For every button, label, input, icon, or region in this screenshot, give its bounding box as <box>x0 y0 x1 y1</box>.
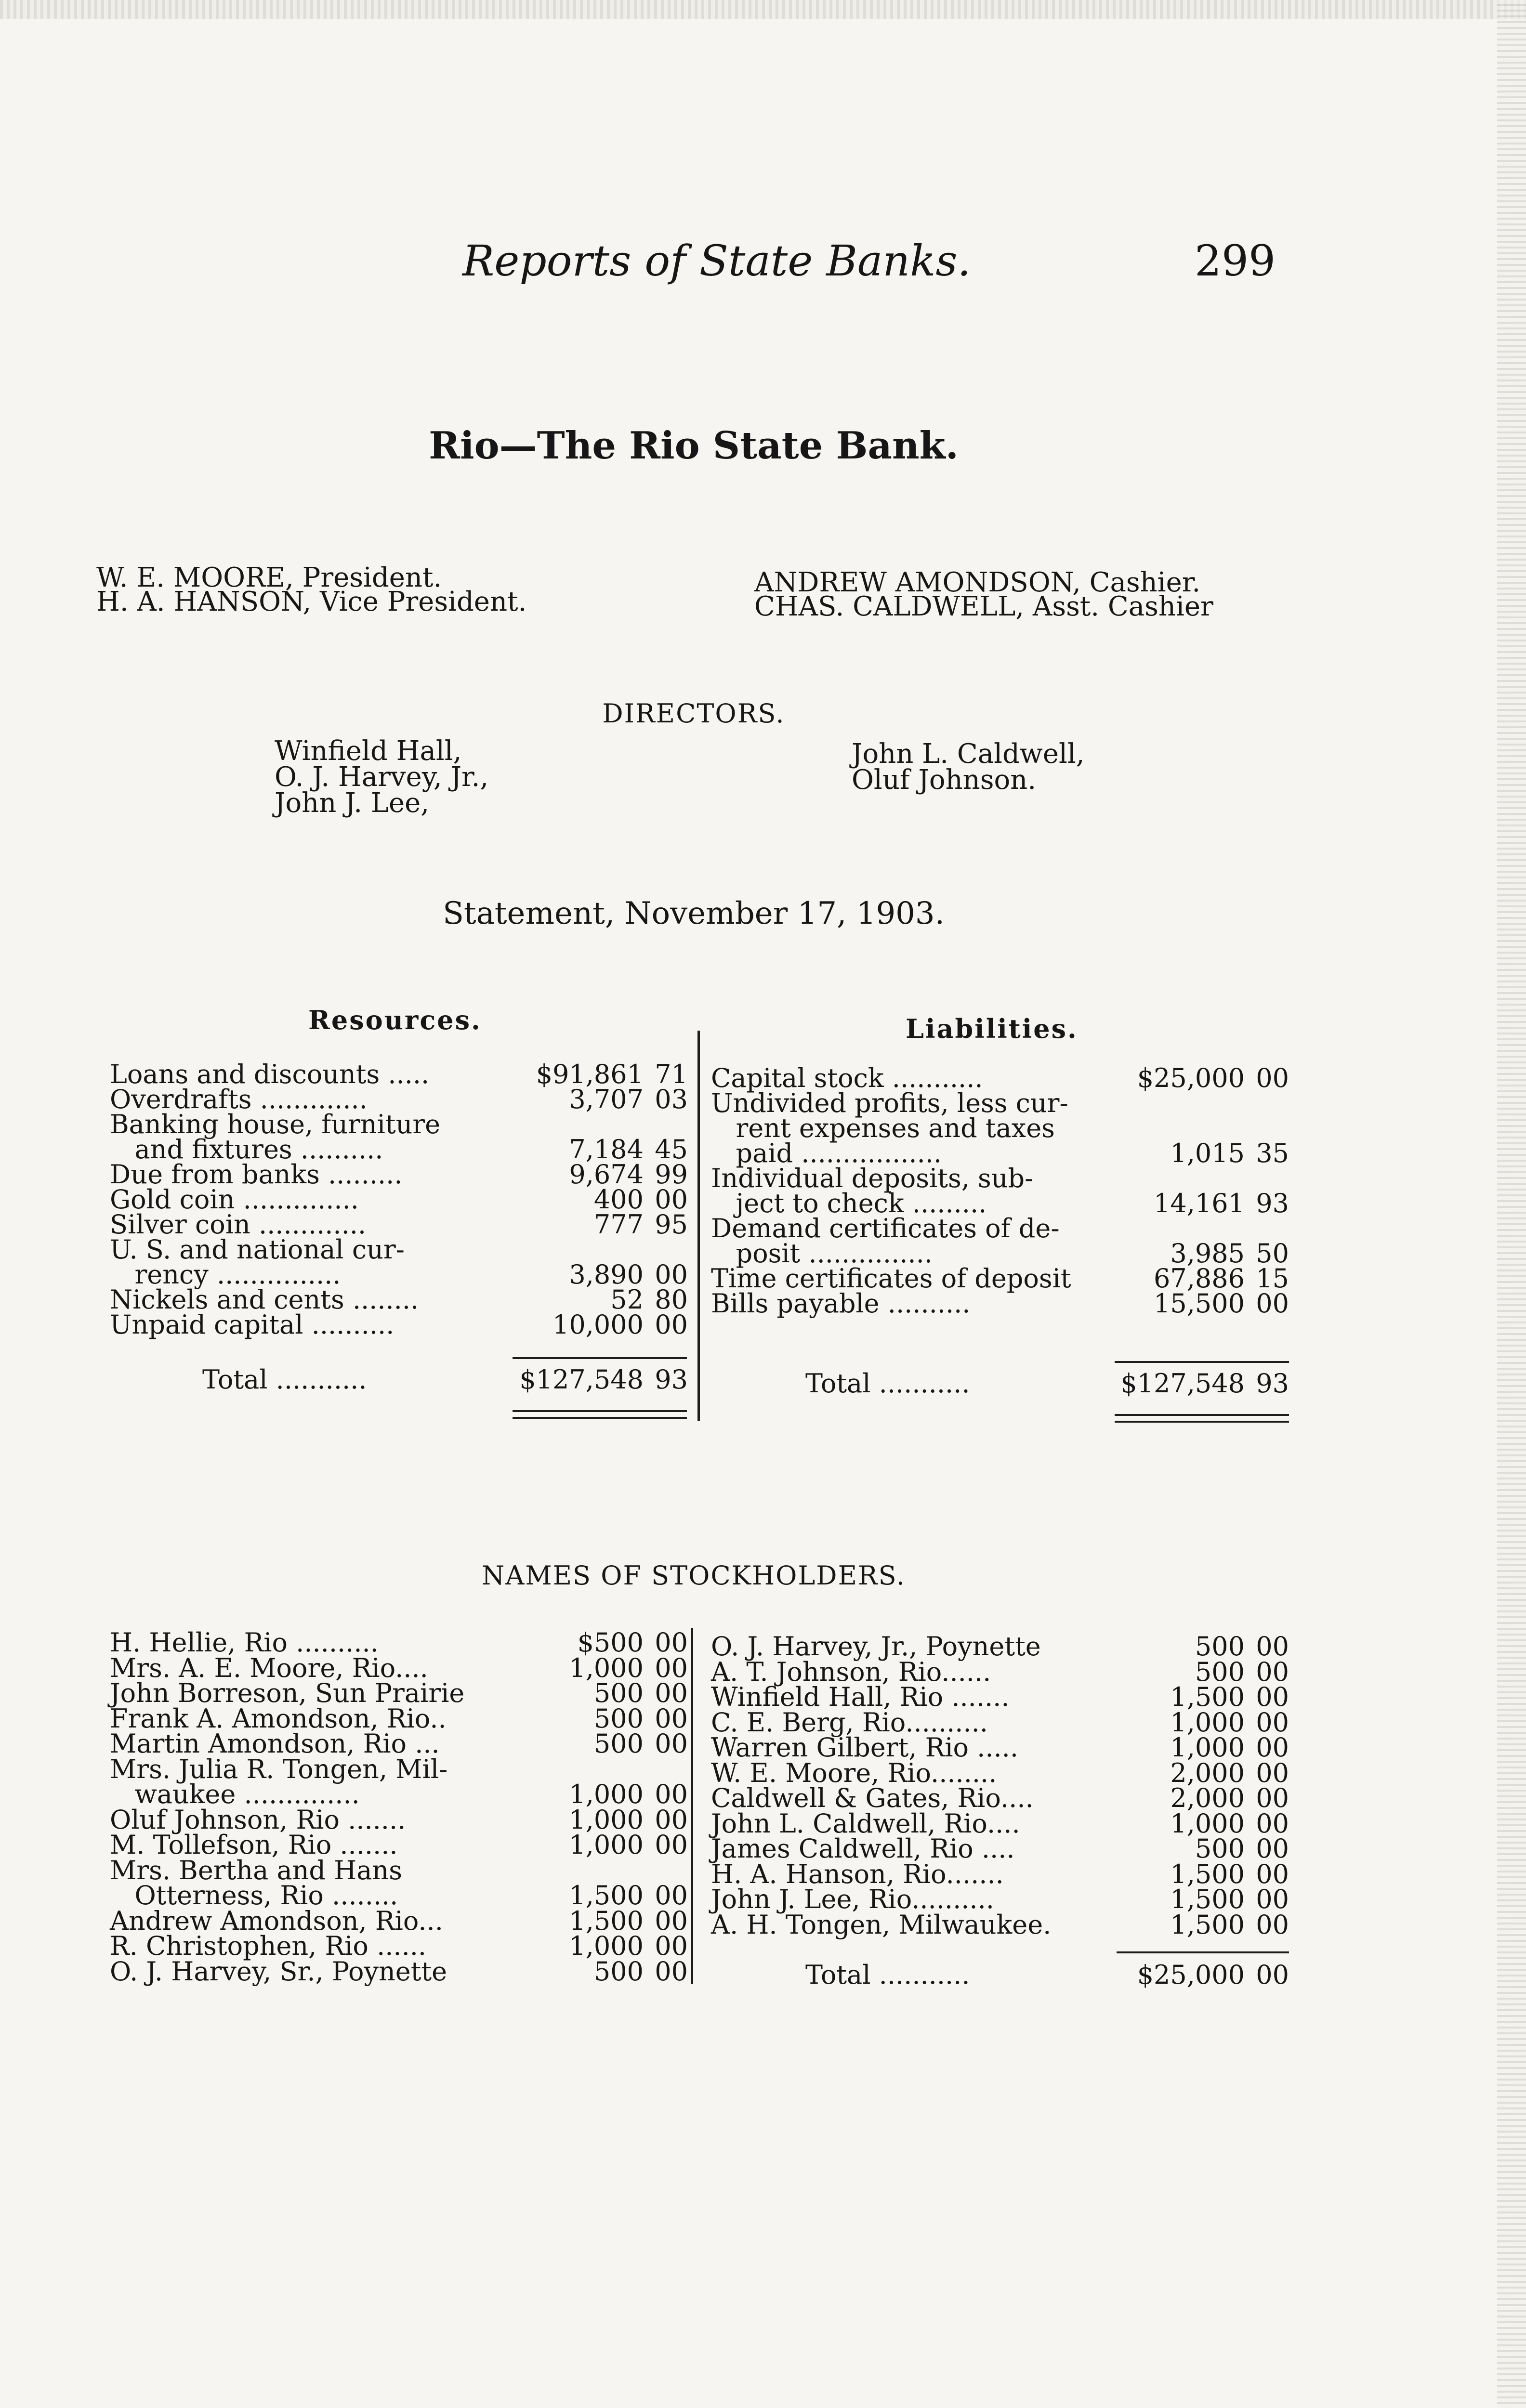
resource-row-label: Unpaid capital .......... <box>110 1309 395 1340</box>
stockholder-row-cents: 00 <box>1256 1833 1289 1864</box>
stockholder-row <box>711 1886 1289 1912</box>
stockholder-row-label: Mrs. A. E. Moore, Rio.... <box>110 1652 428 1683</box>
resource-row <box>110 1086 688 1112</box>
stockholder-row-amount: 1,500 <box>1170 1858 1245 1889</box>
stockholder-row <box>110 1781 688 1807</box>
liability-row-label: Undivided profits, less cur- <box>711 1088 1068 1118</box>
liability-row-label: Time certificates of deposit <box>711 1263 1071 1294</box>
resource-row-label: Gold coin .............. <box>110 1184 359 1215</box>
liability-row <box>711 1188 1289 1218</box>
stockholder-row-label: Warren Gilbert, Rio ..... <box>711 1732 1019 1763</box>
stockholder-row-label: O. J. Harvey, Jr., Poynette <box>711 1631 1041 1662</box>
directors-heading: DIRECTORS. <box>602 698 785 729</box>
liabilities-total-double-rule-1 <box>1115 1414 1289 1416</box>
liability-row-label: rent expenses and taxes <box>711 1113 1055 1143</box>
resource-row-label: rency ............... <box>110 1259 341 1290</box>
director-right-1: John L. Caldwell, <box>852 738 1085 770</box>
resource-row <box>110 1234 688 1265</box>
statement-divider <box>697 1031 700 1421</box>
stockholder-row-amount: 2,000 <box>1170 1757 1245 1788</box>
stockholder-row-cents: 00 <box>1256 1707 1289 1738</box>
statement-title: Statement, November 17, 1903. <box>443 896 945 931</box>
resource-row-label: Silver coin ............. <box>110 1209 367 1240</box>
resource-row <box>110 1134 688 1165</box>
resource-row-cents: 00 <box>655 1184 688 1215</box>
stockholder-row-cents: 00 <box>655 1830 688 1860</box>
stockholder-row-cents: 00 <box>1256 1732 1289 1763</box>
stockholder-row-cents: 00 <box>1256 1783 1289 1813</box>
resources-total-row-amount: $127,548 <box>519 1364 644 1395</box>
liability-row-amount: $25,000 <box>1137 1063 1245 1093</box>
stockholder-row-amount: 1,000 <box>1170 1808 1245 1839</box>
stockholder-row-label: John Borreson, Sun Prairie <box>110 1678 465 1708</box>
stockholder-row-cents: 00 <box>655 1703 688 1734</box>
resource-row-cents: 00 <box>655 1309 688 1340</box>
stockholder-row-label: Otterness, Rio ........ <box>110 1880 398 1911</box>
stockholder-row <box>110 1680 688 1706</box>
stockholder-row <box>110 1832 688 1858</box>
stockholder-row-cents: 00 <box>1256 1909 1289 1940</box>
liability-row-cents: 35 <box>1256 1138 1289 1168</box>
director-right-2: Oluf Johnson. <box>852 764 1037 796</box>
resource-row-amount: 7,184 <box>569 1134 644 1165</box>
resource-row-label: Overdrafts ............. <box>110 1084 368 1114</box>
stockholder-row-cents: 00 <box>655 1804 688 1835</box>
liability-row-label: Bills payable .......... <box>711 1288 971 1319</box>
stockholder-row <box>711 1833 1289 1864</box>
stockholder-row-label: Andrew Amondson, Rio... <box>110 1905 443 1936</box>
stockholder-row-cents: 00 <box>655 1905 688 1936</box>
liability-row <box>711 1115 1289 1141</box>
resource-row-amount: 10,000 <box>553 1309 644 1340</box>
stockholder-row-amount: 1,000 <box>569 1931 644 1961</box>
liability-row-cents: 50 <box>1256 1238 1289 1269</box>
resources-total-double-rule-2 <box>513 1417 687 1419</box>
stockholder-row-cents: 00 <box>655 1779 688 1809</box>
stockholder-row-amount: 500 <box>593 1956 644 1987</box>
resource-row-amount: 777 <box>593 1209 644 1240</box>
liability-row-cents: 93 <box>1256 1188 1289 1218</box>
liability-row-label: Capital stock ........... <box>711 1063 983 1093</box>
liabilities-total-row <box>711 1368 1289 1399</box>
stockholder-row-cents: 00 <box>1256 1656 1289 1687</box>
resource-row-label: Nickels and cents ........ <box>110 1284 419 1315</box>
stockholder-row-label: John L. Caldwell, Rio.... <box>711 1808 1020 1839</box>
stockholder-row <box>110 1880 688 1911</box>
resource-row-label: Due from banks ......... <box>110 1159 403 1190</box>
stockholder-row <box>110 1933 688 1959</box>
stockholder-row-label: M. Tollefson, Rio ....... <box>110 1830 398 1860</box>
stockholder-row-amount: 1,000 <box>569 1652 644 1683</box>
resource-row-label: Loans and discounts ..... <box>110 1059 430 1089</box>
resource-row-cents: 00 <box>655 1259 688 1290</box>
stockholder-row-label: Frank A. Amondson, Rio.. <box>110 1703 447 1734</box>
stockholder-row-cents: 00 <box>1256 1884 1289 1914</box>
resource-row-amount: 400 <box>593 1184 644 1215</box>
stockholder-row-label: C. E. Berg, Rio.......... <box>711 1707 988 1738</box>
stockholder-row-cents: 00 <box>1256 1631 1289 1662</box>
resource-row-amount: $91,861 <box>536 1059 644 1089</box>
stockholder-row <box>711 1707 1289 1738</box>
resource-row-amount: 52 <box>610 1284 644 1315</box>
resource-row-amount: 3,707 <box>569 1084 644 1114</box>
stockholder-row-amount: 500 <box>593 1678 644 1708</box>
scan-edge-right <box>1497 0 1526 2408</box>
stockholder-row-label: R. Christophen, Rio ...... <box>110 1931 427 1961</box>
stockholder-row-label: Martin Amondson, Rio ... <box>110 1728 440 1759</box>
stockholders-total-row <box>711 1962 1289 1988</box>
resource-row <box>110 1061 688 1087</box>
scan-edge-top <box>0 0 1526 19</box>
running-title: Reports of State Banks. <box>462 236 971 286</box>
stockholder-row-cents: 00 <box>655 1728 688 1759</box>
stockholder-row <box>711 1757 1289 1788</box>
stockholder-row-amount: 1,500 <box>1170 1909 1245 1940</box>
stockholder-row <box>711 1656 1289 1687</box>
stockholder-row <box>110 1728 688 1759</box>
stockholder-row <box>110 1855 688 1885</box>
liability-row-amount: 3,985 <box>1170 1238 1245 1269</box>
resources-total-row-cents: 93 <box>655 1364 688 1395</box>
stockholder-row-amount: 1,500 <box>569 1880 644 1911</box>
stockholders-heading: NAMES OF STOCKHOLDERS. <box>482 1560 906 1591</box>
resource-row <box>110 1209 688 1240</box>
stockholder-row-cents: 00 <box>655 1931 688 1961</box>
stockholder-row <box>110 1703 688 1734</box>
stockholder-row <box>110 1756 688 1782</box>
liabilities-total-row-cents: 93 <box>1256 1368 1289 1399</box>
stockholder-row-label: H. Hellie, Rio .......... <box>110 1627 379 1658</box>
director-left-3: John J. Lee, <box>275 787 430 819</box>
stockholder-row-amount: 500 <box>1195 1833 1245 1864</box>
resource-row <box>110 1184 688 1215</box>
resource-row-label: Banking house, furniture <box>110 1109 441 1139</box>
liability-row-cents: 00 <box>1256 1288 1289 1319</box>
stockholder-row-label: H. A. Hanson, Rio....... <box>711 1858 1004 1889</box>
stockholder-row-amount: 500 <box>1195 1656 1245 1687</box>
liabilities-total-row-label: Total ........... <box>805 1368 970 1399</box>
stockholders-total-rule <box>1117 1951 1289 1953</box>
liability-row <box>711 1165 1289 1191</box>
stockholder-row-amount: $500 <box>577 1627 644 1658</box>
resource-row-cents: 03 <box>655 1084 688 1114</box>
stockholder-row-label: Caldwell & Gates, Rio.... <box>711 1783 1034 1813</box>
liability-row-amount: 1,015 <box>1170 1138 1245 1168</box>
stockholder-row-cents: 00 <box>655 1678 688 1708</box>
resources-total-row <box>110 1364 688 1395</box>
stockholder-row-amount: 500 <box>593 1728 644 1759</box>
stockholder-row <box>711 1858 1289 1889</box>
liability-row-label: posit ............... <box>711 1238 933 1269</box>
stockholder-row <box>110 1652 688 1683</box>
stockholder-row <box>110 1627 688 1658</box>
resource-row-amount: 9,674 <box>569 1159 644 1190</box>
resource-row-label: U. S. and national cur- <box>110 1234 405 1265</box>
stockholder-row-label: A. H. Tongen, Milwaukee. <box>711 1909 1052 1940</box>
resources-total-row-label: Total ........... <box>202 1364 367 1395</box>
director-left-2: O. J. Harvey, Jr., <box>275 761 489 793</box>
stockholder-row-label: James Caldwell, Rio .... <box>711 1833 1015 1864</box>
stockholder-row-cents: 00 <box>1256 1858 1289 1889</box>
stockholder-row-amount: 500 <box>1195 1631 1245 1662</box>
stockholder-row-cents: 00 <box>655 1627 688 1658</box>
liabilities-total-row-amount: $127,548 <box>1120 1368 1245 1399</box>
liability-row <box>711 1238 1289 1269</box>
stockholder-row <box>711 1808 1289 1839</box>
stockholder-row-label: Mrs. Julia R. Tongen, Mil- <box>110 1754 448 1784</box>
resource-row-cents: 45 <box>655 1134 688 1165</box>
stockholder-row-cents: 00 <box>655 1652 688 1683</box>
resource-row-cents: 71 <box>655 1059 688 1089</box>
stockholder-row-amount: 1,500 <box>1170 1884 1245 1914</box>
stockholder-row-amount: 1,000 <box>1170 1707 1245 1738</box>
liabilities-total-rule <box>1115 1361 1289 1363</box>
director-left-1: Winfield Hall, <box>275 735 462 767</box>
liability-row-amount: 67,886 <box>1154 1263 1245 1294</box>
stockholder-row-amount: 1,000 <box>569 1804 644 1835</box>
liability-row <box>711 1263 1289 1294</box>
stockholder-row-cents: 00 <box>1256 1682 1289 1712</box>
resources-total-rule <box>513 1357 687 1359</box>
stockholder-row-label: W. E. Moore, Rio........ <box>711 1757 997 1788</box>
stockholders-divider <box>691 1628 693 1984</box>
stockholder-row-amount: 2,000 <box>1170 1783 1245 1813</box>
liability-row-label: ject to check ......... <box>711 1188 987 1218</box>
stockholder-row-label: John J. Lee, Rio.......... <box>711 1884 994 1914</box>
stockholder-row <box>110 1804 688 1835</box>
stockholder-row <box>711 1684 1289 1710</box>
resource-row <box>110 1259 688 1290</box>
liability-row <box>711 1090 1289 1116</box>
resource-row-label: and fixtures .......... <box>110 1134 383 1165</box>
liability-row <box>711 1213 1289 1243</box>
liability-row-cents: 15 <box>1256 1263 1289 1294</box>
stockholder-row-amount: 1,500 <box>569 1905 644 1936</box>
officer-left-1: W. E. MOORE, President. <box>96 562 442 593</box>
stockholder-row-label: Oluf Johnson, Rio ....... <box>110 1804 406 1835</box>
liabilities-heading: Liabilities. <box>906 1013 1078 1044</box>
resources-total-double-rule-1 <box>513 1410 687 1412</box>
stockholder-row <box>711 1732 1289 1763</box>
stockholders-total-row-cents: 00 <box>1256 1960 1289 1990</box>
liability-row-amount: 15,500 <box>1154 1288 1245 1319</box>
resource-row-amount: 3,890 <box>569 1259 644 1290</box>
liability-row-cents: 00 <box>1256 1063 1289 1093</box>
stockholder-row-amount: 1,500 <box>1170 1682 1245 1712</box>
stockholders-total-row-label: Total ........... <box>805 1960 970 1990</box>
stockholder-row-amount: 1,000 <box>569 1830 644 1860</box>
stockholder-row-cents: 00 <box>1256 1808 1289 1839</box>
stockholder-row <box>110 1956 688 1987</box>
stockholder-row-amount: 1,000 <box>1170 1732 1245 1763</box>
resource-row-cents: 80 <box>655 1284 688 1315</box>
stockholder-row-amount: 1,000 <box>569 1779 644 1809</box>
stockholder-row-label: waukee .............. <box>110 1779 360 1809</box>
resource-row-cents: 95 <box>655 1209 688 1240</box>
liabilities-total-double-rule-2 <box>1115 1421 1289 1423</box>
liability-row <box>711 1288 1289 1319</box>
stockholder-row-amount: 500 <box>593 1703 644 1734</box>
stockholder-row <box>110 1905 688 1936</box>
officer-right-1: ANDREW AMONDSON, Cashier. <box>754 567 1201 598</box>
liability-row <box>711 1065 1289 1091</box>
liability-row-label: Demand certificates of de- <box>711 1213 1060 1243</box>
resource-row <box>110 1284 688 1315</box>
liability-row <box>711 1140 1289 1166</box>
stockholder-row-label: O. J. Harvey, Sr., Poynette <box>110 1956 447 1987</box>
stockholder-row <box>711 1909 1289 1940</box>
stockholder-row-cents: 00 <box>655 1956 688 1987</box>
officer-right-2: CHAS. CALDWELL, Asst. Cashier <box>754 591 1213 622</box>
stockholder-row-cents: 00 <box>1256 1757 1289 1788</box>
liability-row-label: paid ................. <box>711 1138 942 1168</box>
stockholder-row-label: A. T. Johnson, Rio...... <box>711 1656 991 1687</box>
resource-row <box>110 1109 688 1139</box>
officer-left-2: H. A. HANSON, Vice President. <box>96 586 527 617</box>
resources-heading: Resources. <box>308 1005 482 1035</box>
resource-row-cents: 99 <box>655 1159 688 1190</box>
page-number: 299 <box>1195 236 1276 286</box>
liability-row-amount: 14,161 <box>1154 1188 1245 1218</box>
stockholders-total-row-amount: $25,000 <box>1137 1960 1245 1990</box>
stockholder-row-label: Winfield Hall, Rio ....... <box>711 1682 1010 1712</box>
stockholder-row-cents: 00 <box>655 1880 688 1911</box>
resource-row <box>110 1309 688 1340</box>
stockholder-row-label: Mrs. Bertha and Hans <box>110 1855 402 1885</box>
liability-row-label: Individual deposits, sub- <box>711 1163 1034 1193</box>
resource-row <box>110 1159 688 1190</box>
stockholder-row <box>711 1785 1289 1811</box>
stockholder-row <box>711 1631 1289 1662</box>
bank-title: Rio—The Rio State Bank. <box>429 424 959 468</box>
